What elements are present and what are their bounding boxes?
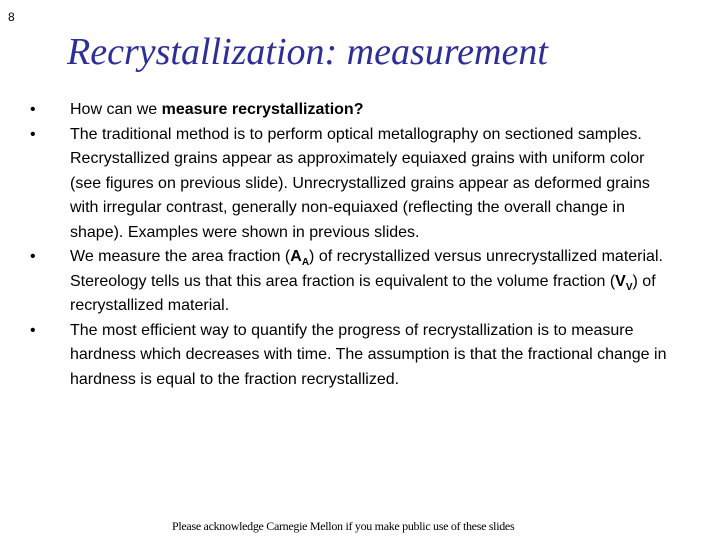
bullet-text: ) of recrystallized material. — [70, 272, 656, 314]
bullet-text: ) of recrystallized versus unrecrystallized material. Stereology tells us that this area fraction is equivalent to the volume fraction ( — [70, 248, 663, 290]
footer-acknowledgement: Please acknowledge Carnegie Mellon if you make public use of these slides — [172, 519, 515, 533]
area-fraction-symbol: A — [290, 248, 302, 265]
bullet-dot-icon: • — [30, 101, 36, 118]
bullet-item-area-fraction — [30, 245, 680, 319]
bullet-dot-icon: • — [30, 321, 36, 339]
bullet-dot-icon: • — [30, 248, 36, 265]
area-fraction-subscript: A — [301, 257, 310, 268]
bullet-bold-text: measure recrystallization? — [161, 101, 364, 118]
bullet-text: The most efficient way to quantify the progress of recrystallization is to measure hardness which decreases with time. The assumption is that the fractional change in hardness is equal to the fraction recrystallized. — [70, 321, 667, 388]
bullet-item-measure-question — [30, 98, 680, 123]
bullet-list — [30, 98, 680, 392]
bullet-text: How can we — [70, 101, 162, 118]
slide-title: Recrystallization: measurement — [67, 31, 548, 73]
bullet-text: We measure the area fraction ( — [70, 248, 291, 265]
bullet-dot-icon: • — [30, 125, 36, 143]
bullet-item-optical-metallography — [30, 123, 680, 246]
volume-fraction-subscript: V — [625, 281, 633, 293]
slide-number: 8 — [8, 10, 15, 24]
bullet-item-hardness — [30, 319, 680, 393]
bullet-text: The traditional method is to perform optical metallography on sectioned samples. Recrystallized grains appear as approximately equiaxed grains with uniform color (see figures on previous slide). Unrecrystallized grains appear as deformed grains with irregular contrast, generally non-equiaxed (reflecting the overall change in shape). Examples were shown in previous slides. — [70, 125, 650, 241]
volume-fraction-symbol: V — [615, 272, 626, 290]
